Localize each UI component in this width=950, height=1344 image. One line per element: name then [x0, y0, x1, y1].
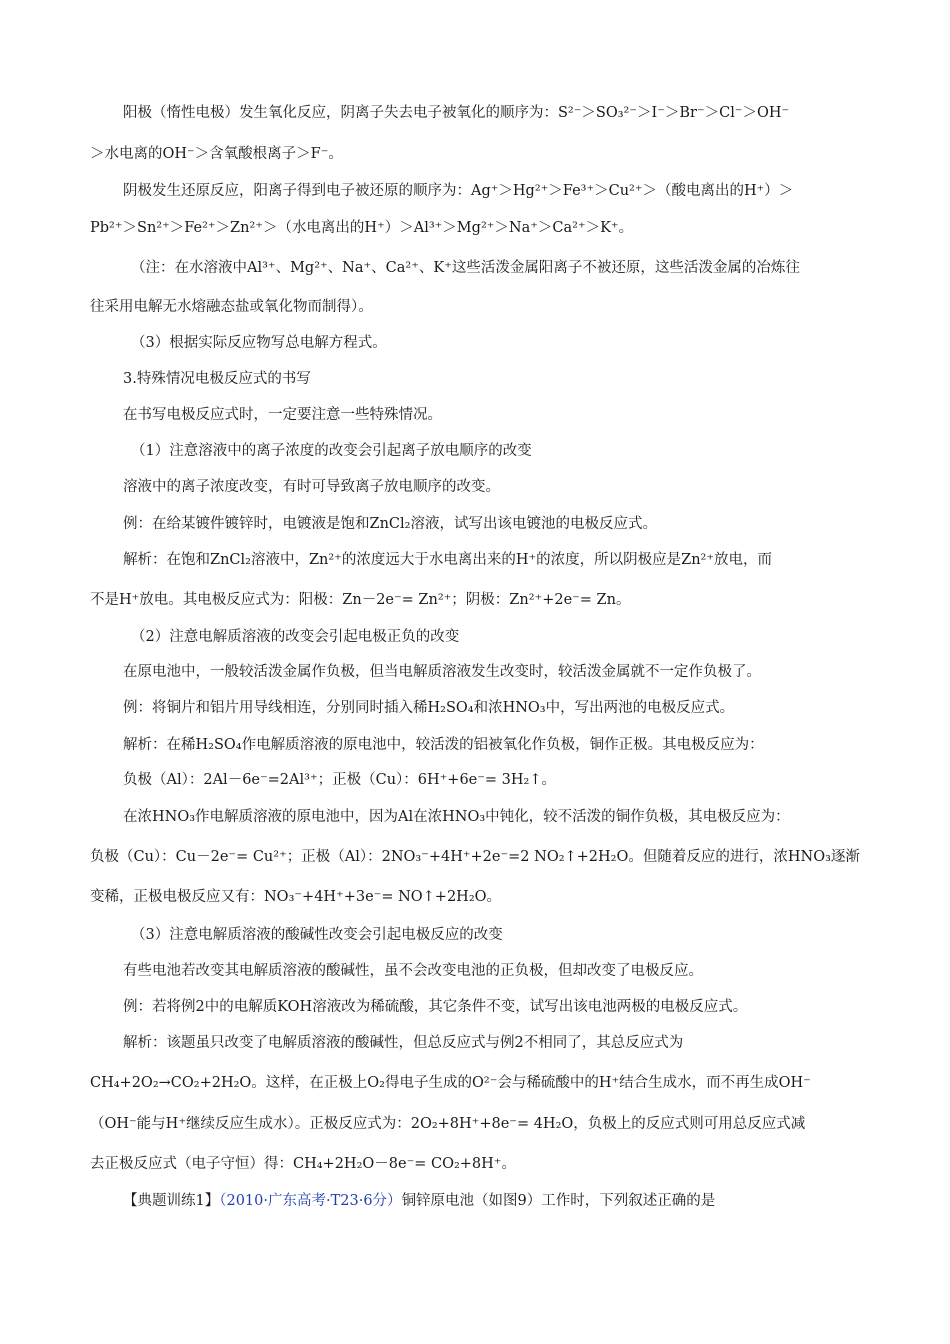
paragraph-line: 解析：在稀H₂SO₄作电解质溶液的原电池中，较活泼的铝被氧化作负极，铜作正极。其电极反应为： — [123, 737, 764, 753]
paragraph-line: 在浓HNO₃作电解质溶液的原电池中，因为Al在浓HNO₃中钝化，较不活泼的铜作负极，其电极反应为： — [123, 809, 790, 825]
exercise-text: 铜锌原电池（如图9）工作时，下列叙述正确的是 — [401, 1193, 716, 1209]
subsection-heading: （3）注意电解质溶液的酸碱性改变会引起电极反应的改变 — [131, 927, 503, 943]
paragraph-line: 往采用电解无水熔融态盐或氧化物而制得）。 — [90, 299, 373, 315]
paragraph-line: 变稀，正极电极反应又有：NO₃⁻+4H⁺+3e⁻= NO↑+2H₂O。 — [90, 889, 502, 905]
paragraph-line: 例：在给某镀件镀锌时，电镀液是饱和ZnCl₂溶液，试写出该电镀池的电极反应式。 — [123, 516, 657, 532]
paragraph-line: 有些电池若改变其电解质溶液的酸碱性，虽不会改变电池的正负极，但却改变了电极反应。 — [123, 963, 703, 979]
subsection-heading: （2）注意电解质溶液的改变会引起电极正负的改变 — [131, 629, 460, 645]
paragraph-line: 在原电池中，一般较活泼金属作负极，但当电解质溶液发生改变时，较活泼金属就不一定作负极了。 — [123, 664, 761, 680]
paragraph-line: 负极（Cu）：Cu－2e⁻= Cu²⁺；正极（Al）：2NO₃⁻+4H⁺+2e⁻=2 NO₂↑+2H₂O。但随着反应的进行，浓HNO₃逐渐 — [90, 849, 860, 865]
exercise-source: （2010·广东高考·T23·6分） — [219, 1193, 402, 1209]
paragraph-line: 去正极反应式（电子守恒）得：CH₄+2H₂O－8e⁻= CO₂+8H⁺。 — [90, 1156, 516, 1172]
paragraph-line: CH₄+2O₂→CO₂+2H₂O。这样，在正极上O₂得电子生成的O²⁻会与稀硫酸中的H⁺结合生成水，而不再生成OH⁻ — [90, 1075, 811, 1091]
paragraph-line: 溶液中的离子浓度改变，有时可导致离子放电顺序的改变。 — [123, 479, 500, 495]
exercise-line — [123, 1191, 903, 1211]
paragraph-line: （3）根据实际反应物写总电解方程式。 — [131, 335, 387, 351]
exercise-label: 【典题训练1】 — [123, 1193, 220, 1209]
paragraph-line: 例：将铜片和铝片用导线相连，分别同时插入稀H₂SO₄和浓HNO₃中，写出两池的电极反应式。 — [123, 700, 735, 716]
paragraph-line: 解析：在饱和ZnCl₂溶液中，Zn²⁺的浓度远大于水电离出来的H⁺的浓度，所以阴极应是Zn²⁺放电，而 — [123, 552, 773, 568]
paragraph-line: 阴极发生还原反应，阳离子得到电子被还原的顺序为：Ag⁺＞Hg²⁺＞Fe³⁺＞Cu²⁺＞（酸电离出的H⁺）＞ — [123, 183, 794, 199]
subsection-heading: （1）注意溶液中的离子浓度的改变会引起离子放电顺序的改变 — [131, 443, 532, 459]
section-heading: 3.特殊情况电极反应式的书写 — [123, 371, 311, 387]
paragraph-line: 负极（Al）：2Al－6e⁻=2Al³⁺；正极（Cu）：6H⁺+6e⁻= 3H₂↑。 — [123, 772, 557, 788]
paragraph-line: 解析：该题虽只改变了电解质溶液的酸碱性，但总反应式与例2不相同了，其总反应式为 — [123, 1035, 684, 1051]
paragraph-line: 不是H⁺放电。其电极反应式为：阳极：Zn－2e⁻= Zn²⁺；阴极：Zn²⁺+2e⁻= Zn。 — [90, 592, 631, 608]
paragraph-line: （OH⁻能与H⁺继续反应生成水）。正极反应式为：2O₂+8H⁺+8e⁻= 4H₂O，负极上的反应式则可用总反应式减 — [90, 1116, 806, 1132]
paragraph-line: （注：在水溶液中Al³⁺、Mg²⁺、Na⁺、Ca²⁺、K⁺这些活泼金属阳离子不被还原，这些活泼金属的冶炼往 — [131, 260, 800, 276]
paragraph-line: Pb²⁺＞Sn²⁺＞Fe²⁺＞Zn²⁺＞（水电离出的H⁺）＞Al³⁺＞Mg²⁺＞Na⁺＞Ca²⁺＞K⁺。 — [90, 220, 634, 236]
paragraph-line: 在书写电极反应式时，一定要注意一些特殊情况。 — [123, 407, 442, 423]
paragraph-line: 例：若将例2中的电解质KOH溶液改为稀硫酸，其它条件不变，试写出该电池两极的电极反应式。 — [123, 999, 748, 1015]
paragraph-line: ＞水电离的OH⁻＞含氧酸根离子＞F⁻。 — [90, 146, 343, 162]
paragraph-line: 阳极（惰性电极）发生氧化反应，阴离子失去电子被氧化的顺序为：S²⁻＞SO₃²⁻＞I⁻＞Br⁻＞Cl⁻＞OH⁻ — [123, 105, 790, 121]
